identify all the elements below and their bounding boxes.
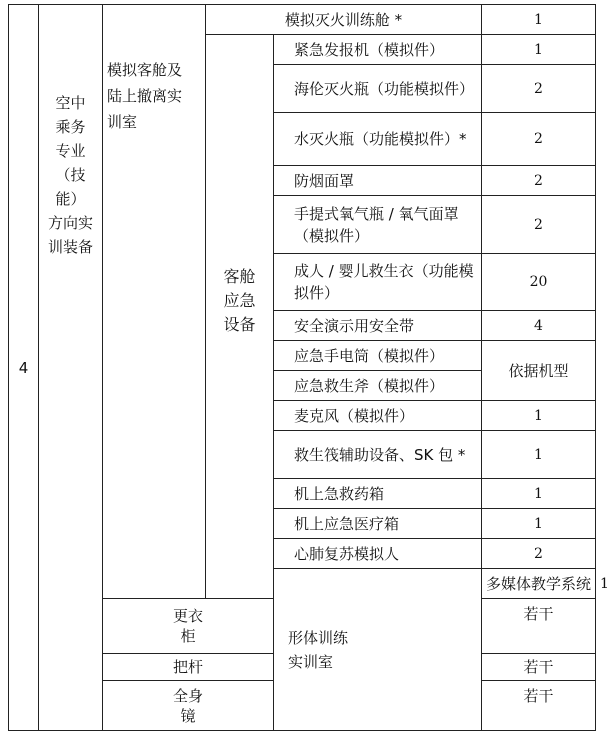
major-label: 空中 乘务 专业 （技 能） 方向实 训装备 [47,94,93,256]
qty-cell: 20 [482,254,596,311]
room1-label: 模拟客舱及 陆上撤离实 训室 [107,61,183,131]
qty-cell: 2 [482,196,596,254]
row-number-cell: 4 [9,5,39,731]
table-row: 应急救生斧（模拟件） [274,371,482,401]
table-row: 成人 / 婴儿救生衣（功能模拟件） [274,254,482,311]
table-row: 机上应急医疗箱 [274,509,482,539]
table-row: 海伦灭火瓶（功能模拟件） [274,65,482,113]
table-row: 紧急发报机（模拟件） [274,35,482,65]
table-row: 麦克风（模拟件） [274,401,482,431]
qty-cell: 4 [482,311,596,341]
qty-cell: 1 [482,35,596,65]
qty-cell: 1 [482,509,596,539]
qty-cell: 2 [482,113,596,166]
qty-cell: 1 [482,479,596,509]
room1-cell [103,5,206,599]
table-row: 模拟灭火训练舱 * [206,5,482,35]
qty-cell: 2 [482,539,596,569]
category-cell [206,35,274,599]
table-row: 防烟面罩 [274,166,482,196]
table-row: 心肺复苏模拟人 [274,539,482,569]
qty-cell: 若干 [482,681,596,731]
room2-cell [274,569,482,731]
qty-cell: 2 [482,166,596,196]
qty-cell: 2 [482,65,596,113]
qty-cell: 1 [482,5,596,35]
qty-cell: 若干 [482,599,596,654]
table-row: 救生筏辅助设备、SK 包 * [274,431,482,479]
table-row: 应急手电筒（模拟件） [274,341,482,371]
qty-cell: 1 [482,401,596,431]
table-row: 把杆 [103,654,274,681]
table-row: 安全演示用安全带 [274,311,482,341]
table-row: 更衣 柜 [103,599,274,654]
room2-label: 形体训练 实训室 [288,628,349,671]
qty-cell: 1 [482,431,596,479]
qty-cell: 若干 [482,654,596,681]
equipment-table: 4 空中 乘务 专业 （技 能） 方向实 训装备 模拟客舱及 陆上撤离实 训室 模拟灭火训练舱 * 1 客舱 应急 设备 紧急发报机（模拟件） 1 海伦灭火瓶（功能模拟件） 2 水灭火瓶（功能模拟件）* 2 防烟面罩 2 手提式氧气瓶 / 氧气面罩（模拟件） 2 成人 / 婴儿救生衣（功能模拟件） 20 安全演示用安全带 4 应急手电筒（模拟件） 依据机型 应急救生斧（模拟件） 麦克风（模拟件） 1 救生筏辅助设备、SK 包 * 1 机上急救药箱 1 机上应急医疗箱 1 心肺复苏模拟人 2 形体训练 实训室 多媒体教学系统 1 更衣 柜 若干 把杆 若干 全身 镜 若干 [8,4,596,731]
major-cell [39,5,103,731]
table-row: 手提式氧气瓶 / 氧气面罩（模拟件） [274,196,482,254]
table-row: 机上急救药箱 [274,479,482,509]
qty-cell: 依据机型 [482,341,596,401]
table-row: 水灭火瓶（功能模拟件）* [274,113,482,166]
table-row: 全身 镜 [103,681,274,731]
table-row: 多媒体教学系统 [482,569,596,599]
category-label: 客舱 应急 设备 [223,267,256,334]
